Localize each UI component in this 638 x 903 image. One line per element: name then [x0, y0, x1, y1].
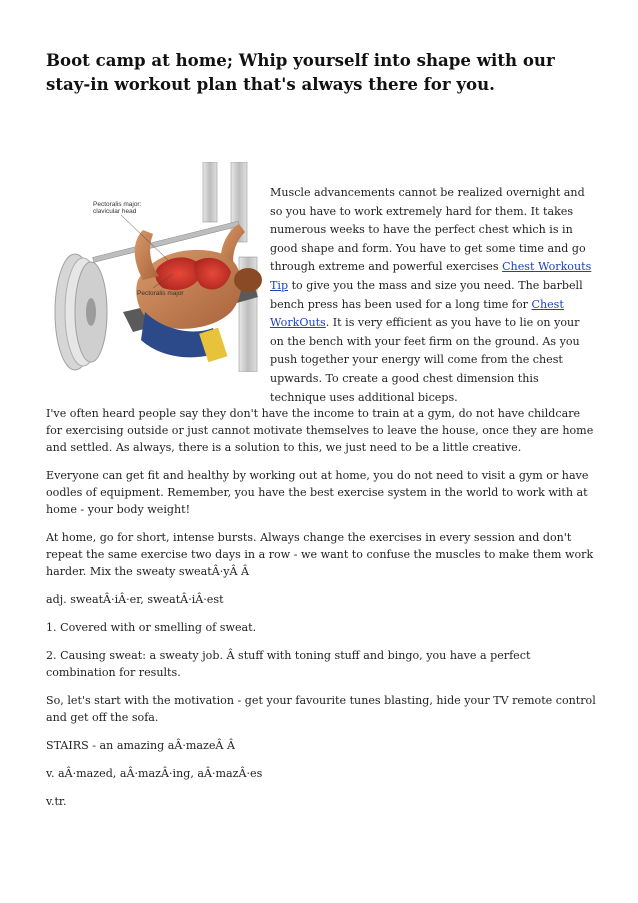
intro-text-part3: . It is very efficient as you have to lie on your on the bench with your feet firm on the ground. As you push together your energy will come from the chest upwards. To create a good chest dimension this technique uses additional biceps.	[270, 316, 580, 404]
intro-text-part1: Muscle advancements cannot be realized overnight and so you have to work extremely hard for them. It takes numerous weeks to have the perfect chest which is in good shape and form. You have to get some time and go through extreme and powerful exercises	[270, 186, 586, 274]
label-pectoralis-major: Pectoralis major	[137, 290, 184, 297]
label-clavicular-head: clavicular head	[93, 208, 137, 215]
paragraph-motivation: So, let's start with the motivation - get your favourite tunes blasting, hide your TV remote control and get off the sofa.	[46, 694, 596, 724]
article-body	[46, 405, 596, 821]
intro-paragraph	[270, 184, 592, 407]
paragraph-stairs: STAIRS - an amazing aÂ·mazeÂ Â	[46, 739, 235, 752]
paragraph-definition-1: 1. Covered with or smelling of sweat.	[46, 621, 257, 634]
paragraph-vtr: v.tr.	[46, 795, 67, 808]
bench-press-illustration	[53, 162, 263, 372]
label-pectoralis-clavicular: Pectoralis major:	[93, 201, 142, 208]
chest-workouts-tip-link[interactable]: Chest Workouts Tip	[270, 260, 592, 292]
paragraph-definition-2: 2. Causing sweat: a sweaty job. Â stuff with toning stuff and bingo, you have a perfect combination for results.	[46, 649, 531, 679]
paragraph-short-bursts: At home, go for short, intense bursts. Always change the exercises in every session and don't repeat the same exercise two days in a row - we want to confuse the muscles to make them work harder. Mix the sweaty sweatÂ·yÂ Â	[46, 531, 594, 578]
page-title: Boot camp at home; Whip yourself into shape with our stay-in workout plan that's always there for you.	[46, 50, 555, 94]
paragraph-amazed: v. aÂ·mazed, aÂ·mazÂ·ing, aÂ·mazÂ·es	[46, 767, 263, 780]
paragraph-adj-sweaty: adj. sweatÂ·iÂ·er, sweatÂ·iÂ·est	[46, 593, 224, 606]
bench-press-drawing	[53, 162, 263, 372]
paragraph-fit-at-home: Everyone can get fit and healthy by working out at home, you do not need to visit a gym or have oodles of equipment. Remember, you have the best exercise system in the world to work with at home - your body weight!	[46, 469, 589, 516]
chest-workouts-link[interactable]: Chest WorkOuts	[270, 297, 564, 330]
paragraph-income: I've often heard people say they don't have the income to train at a gym, do not have childcare for exercising outside or just cannot motivate themselves to leave the house, once they are home and settled. As always, there is a solution to this, we just need to be a little creative.	[46, 407, 594, 454]
intro-text-part2: to give you the mass and size you need. The barbell bench press has been used for a long time for	[270, 278, 583, 311]
